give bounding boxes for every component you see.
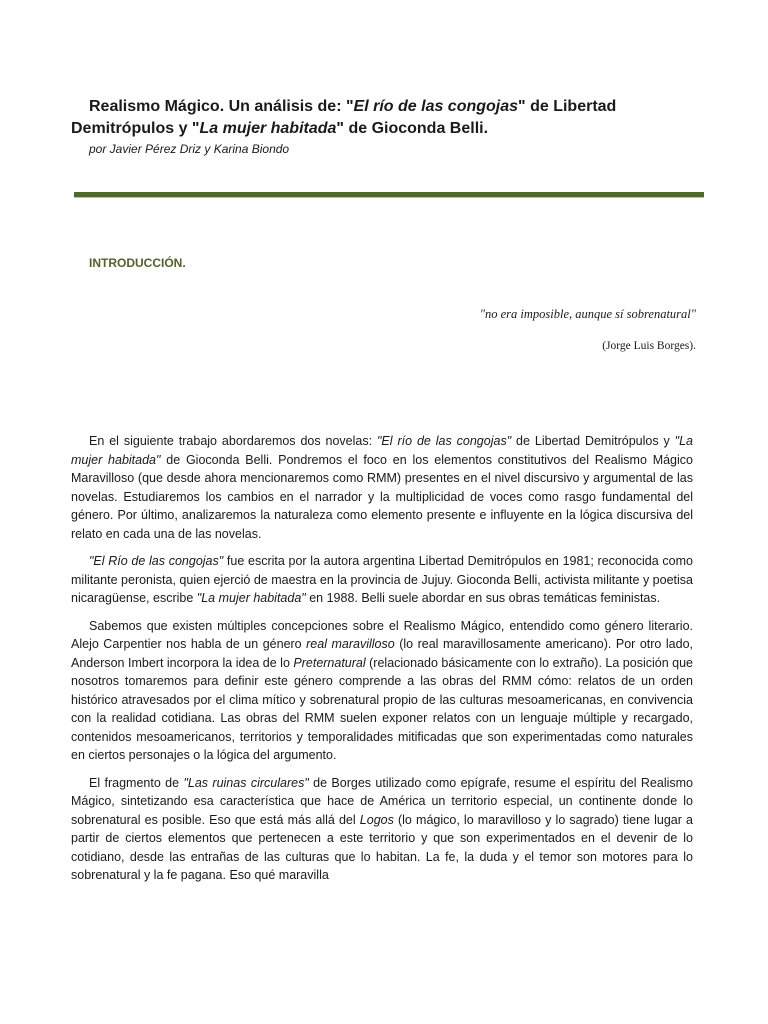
paragraph-2	[71, 552, 693, 608]
paragraph-4	[71, 774, 693, 885]
text-run: Sabemos que existen múltiples concepciones sobre el Realismo Mágico, entendido como género literario. Alejo Carpentier nos habla de un género	[71, 618, 693, 651]
title-work-1: El río de las congojas	[353, 98, 519, 115]
horizontal-rule-shadow	[74, 197, 704, 198]
epigraph	[480, 305, 696, 355]
text-run: de Libertad Demitrópulos y	[511, 434, 675, 448]
section-heading: INTRODUCCIÓN.	[89, 256, 186, 270]
epigraph-source: (Jorge Luis Borges).	[602, 340, 696, 352]
italic-run: Preternatural	[293, 655, 366, 670]
italic-run: "La mujer habitada"	[196, 591, 306, 605]
text-run: En el siguiente trabajo abordaremos dos novelas:	[89, 434, 377, 448]
text-run: de Borges utilizado como epígrafe, resume el espíritu del Realismo Mágico, sintetizando esa característica que hace de América un territorio especial, un continente donde lo sobrenatural es posible. Eso que está más allá del	[71, 775, 693, 827]
text-run: en 1988. Belli suele abordar en sus obras temáticas feministas.	[305, 591, 661, 605]
title-suffix: " de Gioconda Belli.	[336, 120, 489, 137]
text-run: (lo mágico, lo maravilloso y lo sagrado) tiene lugar a partir de ciertos elementos que pertenecen a este territorio y que son experimentados en el devenir de lo cotidiano, desde las entrañas de las culturas que lo habitan. La fe, la duda y el temor son motores para lo sobrenatural y la fe pagana. Eso qué maravilla	[71, 812, 694, 882]
text-run: de Gioconda Belli. Pondremos el foco en los elementos constitutivos del Realismo Mágico Maravilloso (que desde ahora mencionaremos como RMM) presentes en el nivel discursivo y argumental de las novelas. Estudiaremos los cambios en el narrador y la multiplicidad de voces como rasgo fundamental del género. Por último, analizaremos la naturaleza como elemento presente e influyente en la lógica discursiva del relato en cada una de las novelas.	[71, 452, 693, 541]
document-title	[71, 96, 711, 140]
italic-run: "La mujer habitada"	[71, 434, 693, 467]
text-run: (lo real maravillosamente americano). Por otro lado, Anderson Imbert incorpora la idea de lo	[71, 637, 693, 670]
italic-run: "El Río de las congojas"	[89, 554, 224, 568]
title-prefix: Realismo Mágico. Un análisis de: "	[89, 98, 354, 115]
text-run: El fragmento de	[89, 775, 184, 790]
italic-run: "El río de las congojas"	[377, 434, 512, 448]
epigraph-quote: "no era imposible, aunque sí sobrenatural"	[479, 307, 696, 321]
byline: por Javier Pérez Driz y Karina Biondo	[89, 142, 290, 156]
paragraph-3	[71, 617, 693, 765]
italic-run: "Las ruinas circulares"	[183, 775, 309, 790]
title-mid: " de Libertad Demitrópulos y "	[71, 98, 617, 137]
text-run: fue escrita por la autora argentina Libertad Demitrópulos en 1981; reconocida como militante peronista, quien ejerció de maestra en la provincia de Jujuy. Gioconda Belli, activista militante y poetisa nicaragüense, escribe	[71, 554, 693, 605]
italic-run: real maravilloso	[306, 637, 395, 651]
body-text	[71, 432, 693, 894]
paragraph-1	[71, 432, 693, 543]
italic-run: Logos	[359, 812, 394, 827]
text-run: (relacionado básicamente con lo extraño). La posición que nosotros tomaremos para definir este género comprende a las obras del RMM cómo: relatos de un orden histórico atravesados por el clima mítico y sobrenatural propio de las culturas mesoamericanas, en convivencia con la realidad cotidiana. Las obras del RMM suelen exponer relatos con un lenguaje múltiple y recargado, contenidos mesoamericanos, territorios y temporalidades mitificadas que son experimentadas como naturales en ciertos personajes o la lógica del argumento.	[71, 655, 693, 762]
title-work-2: La mujer habitada	[199, 120, 337, 137]
